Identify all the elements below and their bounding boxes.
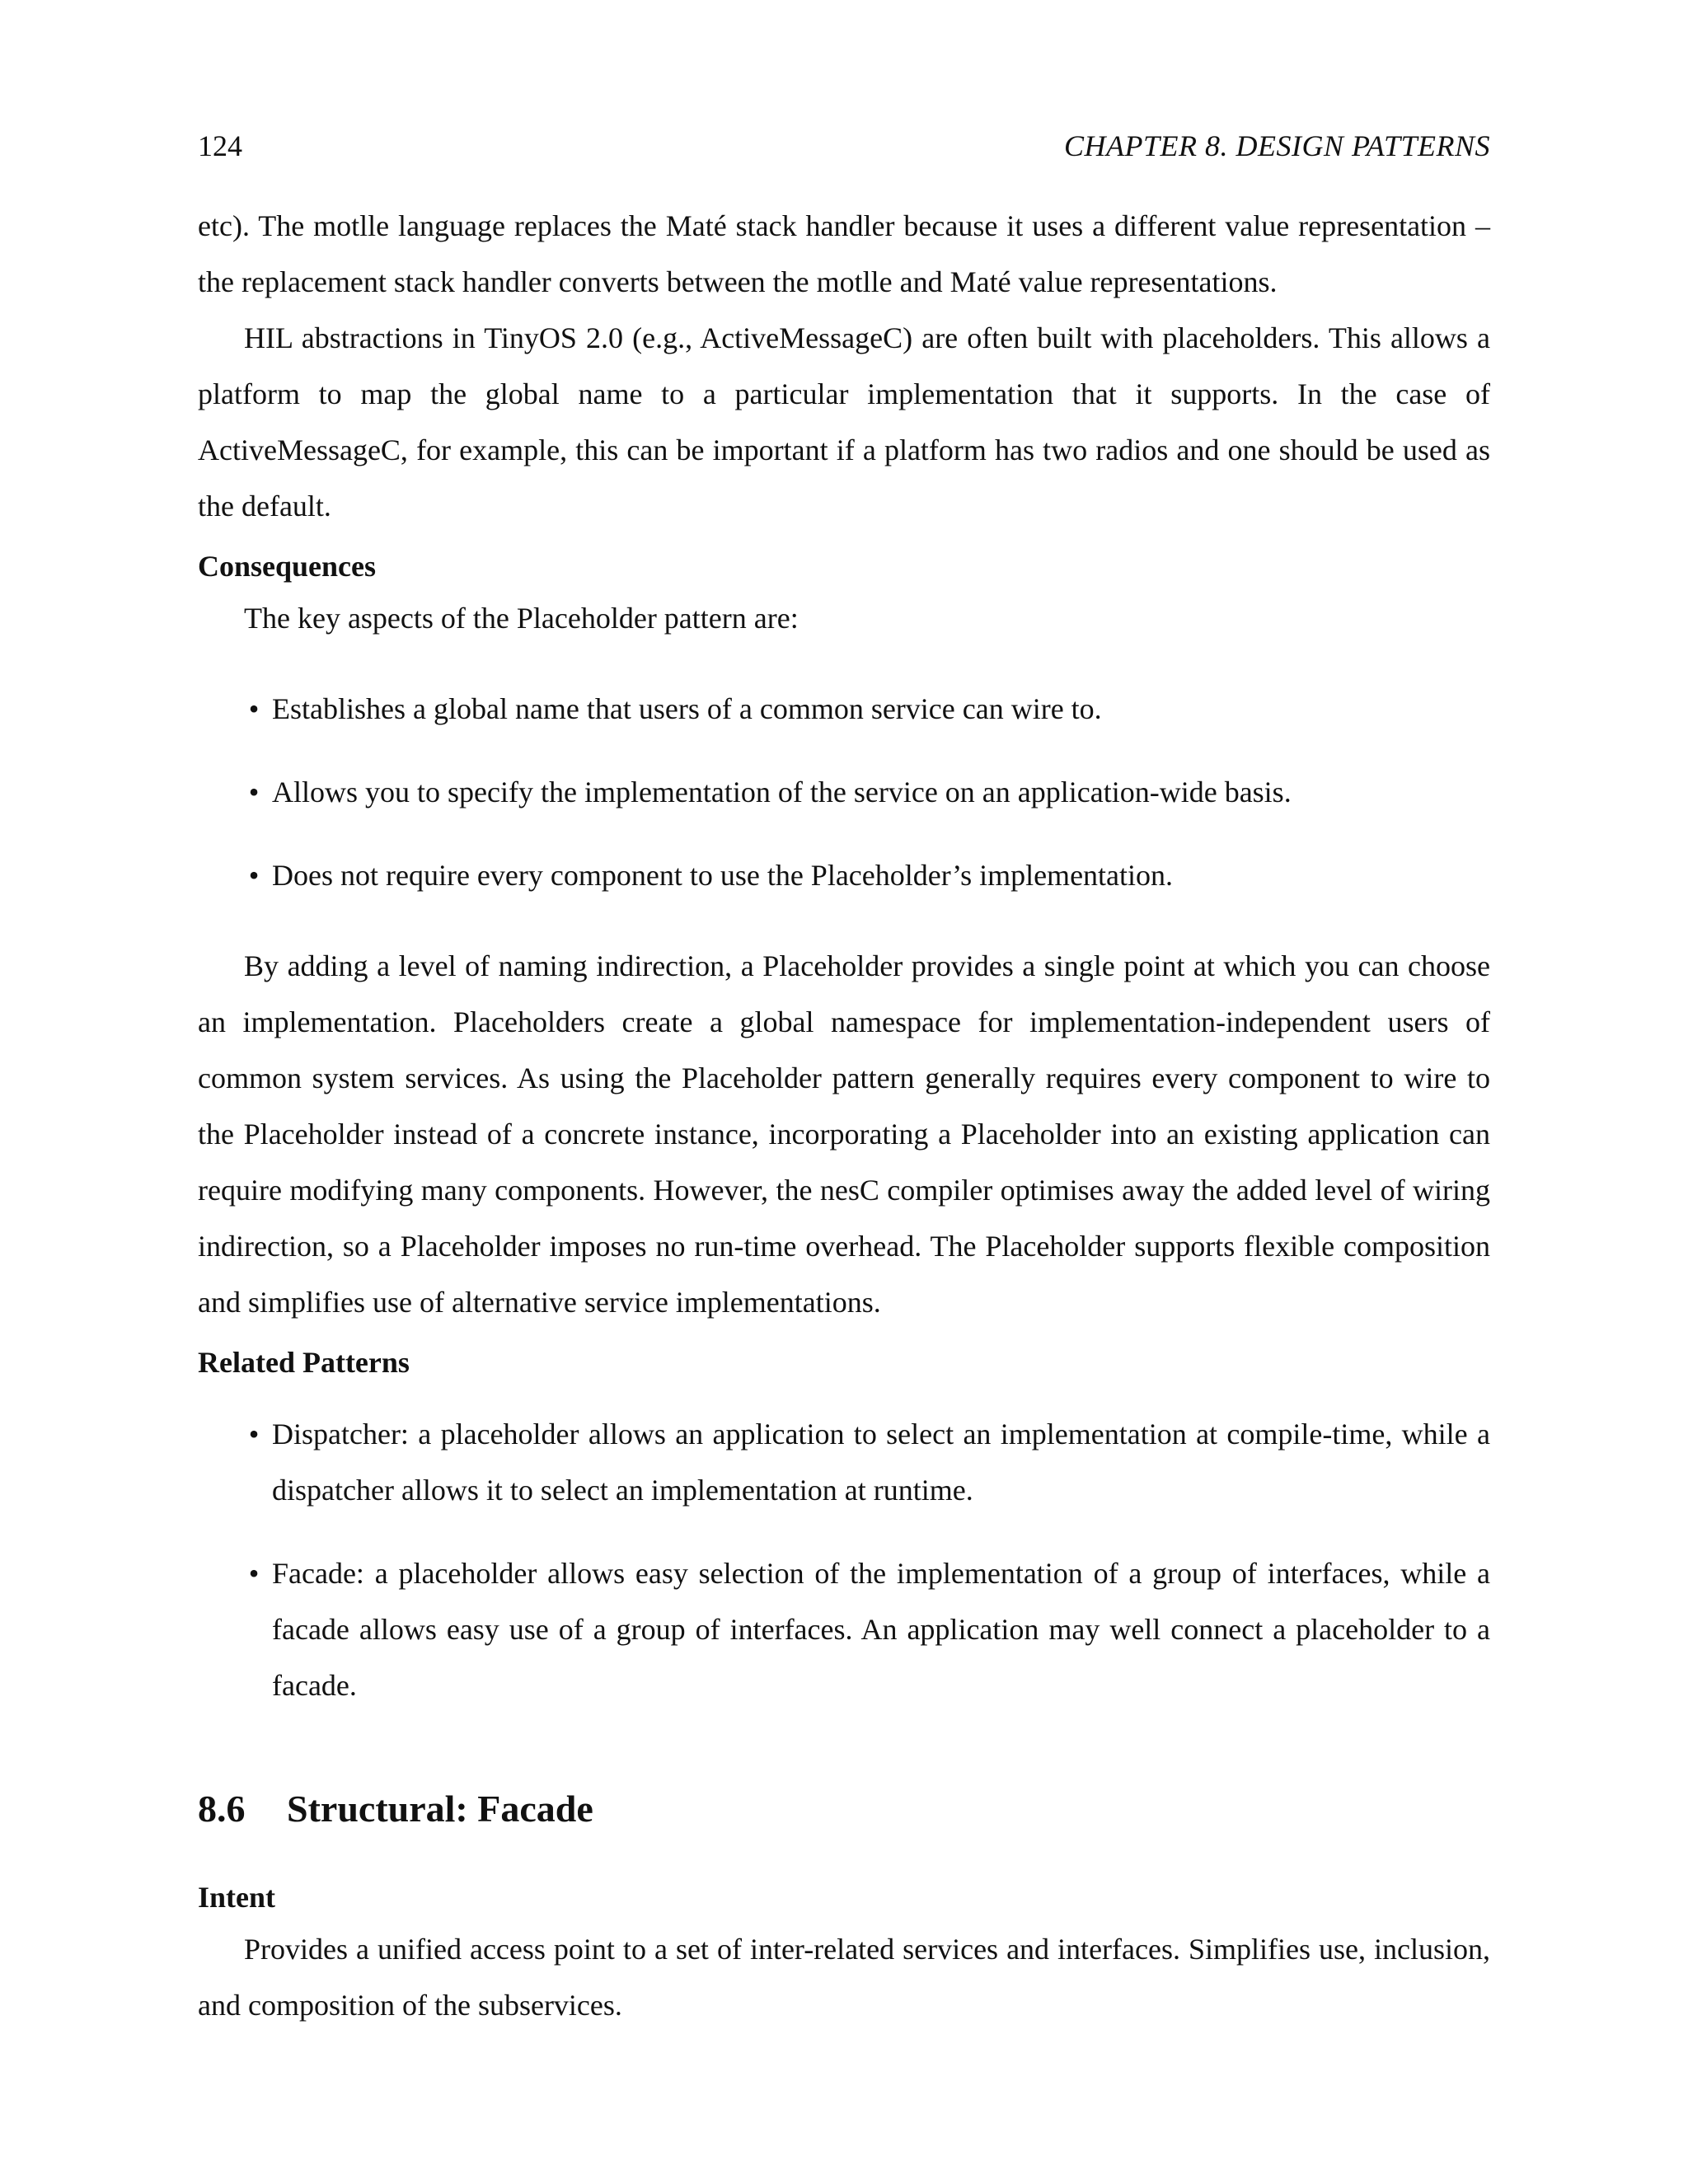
list-item-text: Facade: a placeholder allows easy selection of the implementation of a group of interfaces, while a facade allows easy use of a group of interfaces. An application may well connect a placeholder to a facade. (272, 1557, 1490, 1702)
section-title: Structural: Facade (287, 1788, 593, 1830)
document-page (198, 0, 1490, 2184)
list-item (198, 764, 1490, 820)
paragraph-intent: Provides a unified access point to a set of inter-related services and interfaces. Simplifies use, inclusion, and composition of the subservices. (198, 1933, 1490, 2022)
paragraph-consequences-intro: The key aspects of the Placeholder pattern are: (244, 602, 799, 635)
list-item (198, 1545, 1490, 1713)
bullet-icon: • (248, 692, 260, 725)
list-item-text: Allows you to specify the implementation of the service on an application-wide basis. (272, 776, 1292, 808)
bullet-icon: • (248, 1418, 260, 1451)
heading-consequences: Consequences (198, 550, 377, 583)
list-item-text: Dispatcher: a placeholder allows an application to select an implementation at compile-time, while a dispatcher allows it to select an implementation at runtime. (272, 1418, 1490, 1507)
paragraph-hil-abstractions: HIL abstractions in TinyOS 2.0 (e.g., ActiveMessageC) are often built with placeholders. This allows a platform to map the global name to a particular implementation that it supports. In the case of ActiveMessageC, for example, this can be important if a platform has two radios and one should be used as the default. (198, 321, 1490, 523)
list-item-text: Establishes a global name that users of a common service can wire to. (272, 692, 1102, 725)
section-number: 8.6 (198, 1788, 246, 1830)
list-item (198, 847, 1490, 903)
related-patterns-list (198, 1406, 1490, 1713)
bullet-icon: • (248, 776, 260, 808)
section-heading (198, 1784, 1490, 1834)
paragraph-continuation: etc). The motlle language replaces the Maté stack handler because it uses a different value representation – the replacement stack handler converts between the motlle and Maté value representations. (198, 209, 1490, 298)
heading-intent: Intent (198, 1881, 276, 1914)
list-item (198, 1406, 1490, 1518)
list-item-text: Does not require every component to use the Placeholder’s implementation. (272, 859, 1174, 892)
body-text (198, 198, 1490, 2033)
heading-related-patterns: Related Patterns (198, 1346, 410, 1379)
bullet-icon: • (248, 859, 260, 892)
page-number: 124 (198, 129, 242, 162)
chapter-title: CHAPTER 8. DESIGN PATTERNS (1063, 129, 1490, 162)
running-header (198, 125, 1490, 166)
consequences-list (198, 681, 1490, 903)
bullet-icon: • (248, 1557, 260, 1590)
paragraph-consequences-discussion: By adding a level of naming indirection, a Placeholder provides a single point at which you can choose an implementation. Placeholders create a global namespace for implementation-independent users of common system services. As using the Placeholder pattern generally requires every component to wire to the Placeholder instead of a concrete instance, incorporating a Placeholder into an existing application can require modifying many components. However, the nesC compiler optimises away the added level of wiring indirection, so a Placeholder imposes no run-time overhead. The Placeholder supports flexible composition and simplifies use of alternative service implementations. (198, 949, 1490, 1319)
list-item (198, 681, 1490, 737)
